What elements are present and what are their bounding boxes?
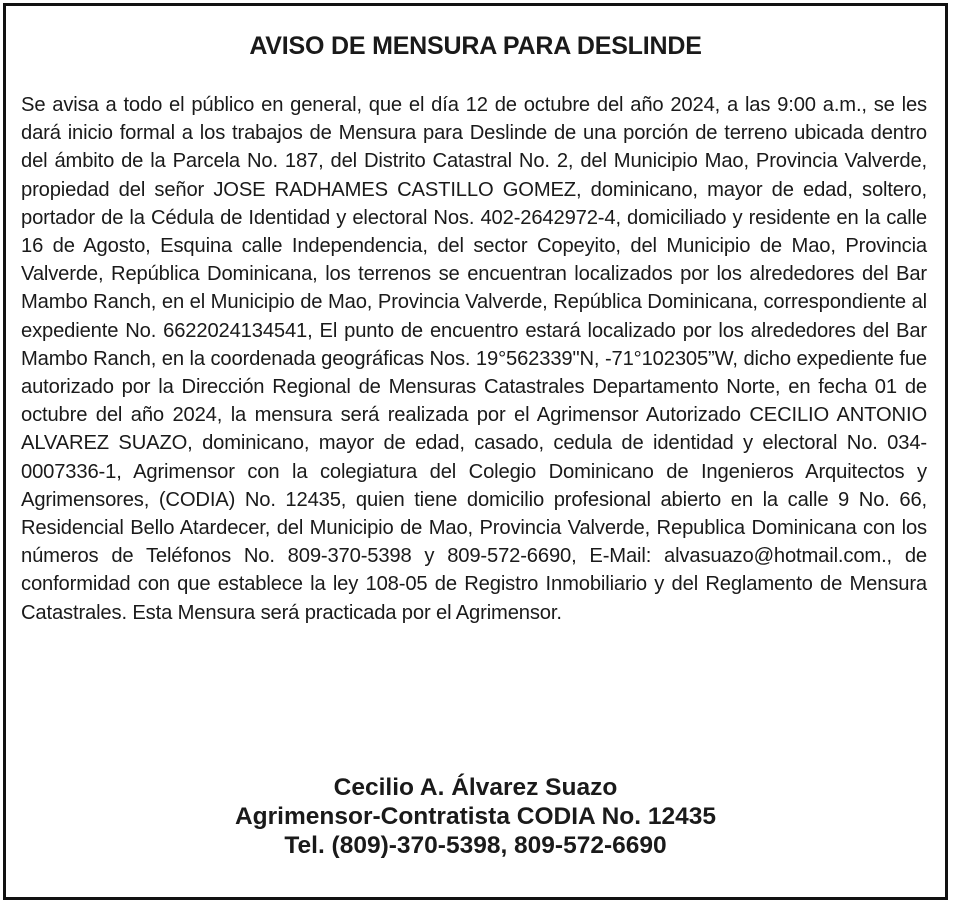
notice-box: [3, 3, 948, 900]
signature-name: Cecilio A. Álvarez Suazo: [333, 774, 618, 801]
notice-body: Se avisa a todo el público en general, que el día 12 de octubre del año 2024, a las 9:00 a.m., se les dará inicio formal a los trabajos de Mensura para Deslinde de una porción de terreno ubicada dentro del ámbito de la Parcela No. 187, del Distrito Catastral No. 2, del Municipio Mao, Provincia Valverde, propiedad del señor JOSE RADHAMES CASTILLO GOMEZ, dominicano, mayor de edad, soltero, portador de la Cédula de Identidad y electoral Nos. 402-2642972-4, domiciliado y residente en la calle 16 de Agosto, Esquina calle Independencia, del sector Copeyito, del Municipio de Mao, Provincia Valverde, República Dominicana, los terrenos se encuentran localizados por los alrededores del Bar Mambo Ranch, en el Municipio de Mao, Provincia Valverde, República Dominicana, correspondiente al expediente No. 6622024134541, El punto de encuentro estará localizado por los alrededores del Bar Mambo Ranch, en la coordenada geográficas Nos. 19°562339"N, -71°102305”W, dicho expediente fue autorizado por la Dirección Regional de Mensuras Catastrales Departamento Norte, en fecha 01 de octubre del año 2024, la mensura será realizada por el Agrimensor Autorizado CECILIO ANTONIO ALVAREZ SUAZO, dominicano, mayor de edad, casado, cedula de identidad y electoral No. 034-0007336-1, Agrimensor con la colegiatura del Colegio Dominicano de Ingenieros Arquitectos y Agrimensores, (CODIA) No. 12435, quien tiene domicilio profesional abierto en la calle 9 No. 66, Residencial Bello Atardecer, del Municipio de Mao, Provincia Valverde, Republica Dominicana con los números de Teléfonos No. 809-370-5398 y 809-572-6690, E-Mail: alvasuazo@hotmail.com., de conformidad con que establece la ley 108-05 de Registro Inmobiliario y del Reglamento de Mensura Catastrales. Esta Mensura será practicada por el Agrimensor.: [21, 94, 927, 624]
signature-block: [6, 773, 945, 860]
signature-phone: Tel. (809)-370-5398, 809-572-6690: [284, 832, 667, 859]
signature-role: Agrimensor-Contratista CODIA No. 12435: [234, 803, 717, 830]
notice-title: AVISO DE MENSURA PARA DESLINDE: [249, 32, 702, 60]
